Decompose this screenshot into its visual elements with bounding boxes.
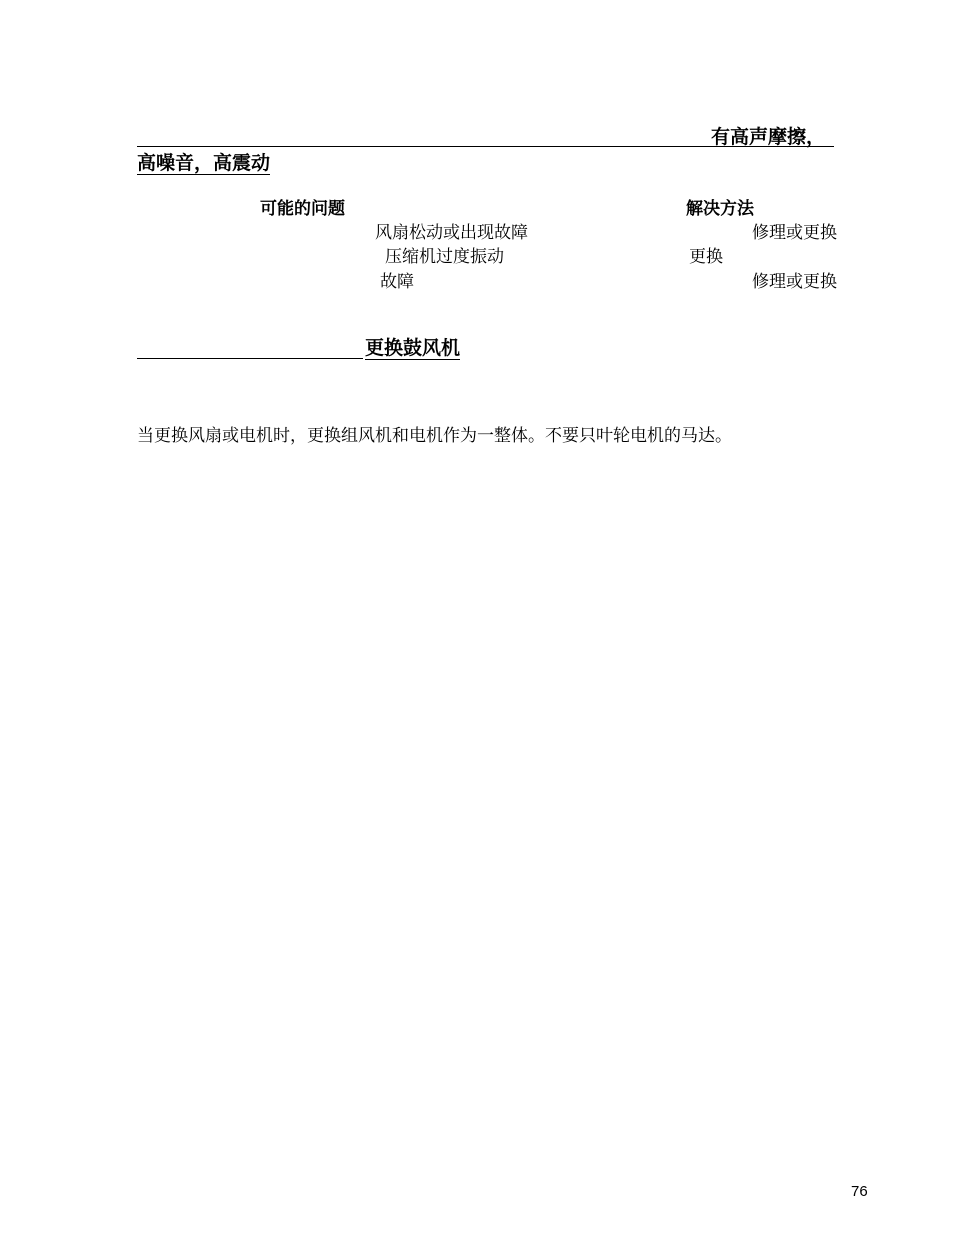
problem-cell: 压缩机过度振动 (385, 247, 504, 267)
body-paragraph: 当更换风扇或电机时，更换组风机和电机作为一整体。不要只叶轮电机的马达。 (137, 426, 732, 446)
section-heading: 更换鼓风机 (365, 337, 461, 359)
heading-underline (137, 146, 834, 147)
section-heading-part1: 有高声摩擦， (711, 126, 826, 148)
problem-cell: 故障 (380, 272, 414, 292)
heading-underline (137, 358, 363, 359)
column-header-solution: 解决方法 (686, 199, 754, 219)
solution-cell: 修理或更换 (752, 272, 837, 292)
page-number: 76 (851, 1183, 868, 1200)
solution-cell: 修理或更换 (752, 223, 837, 243)
solution-cell: 更换 (689, 247, 723, 267)
column-header-problem: 可能的问题 (260, 199, 345, 219)
problem-cell: 风扇松动或出现故障 (375, 223, 528, 243)
section-heading-part2: 高噪音，高震动 (137, 152, 271, 174)
